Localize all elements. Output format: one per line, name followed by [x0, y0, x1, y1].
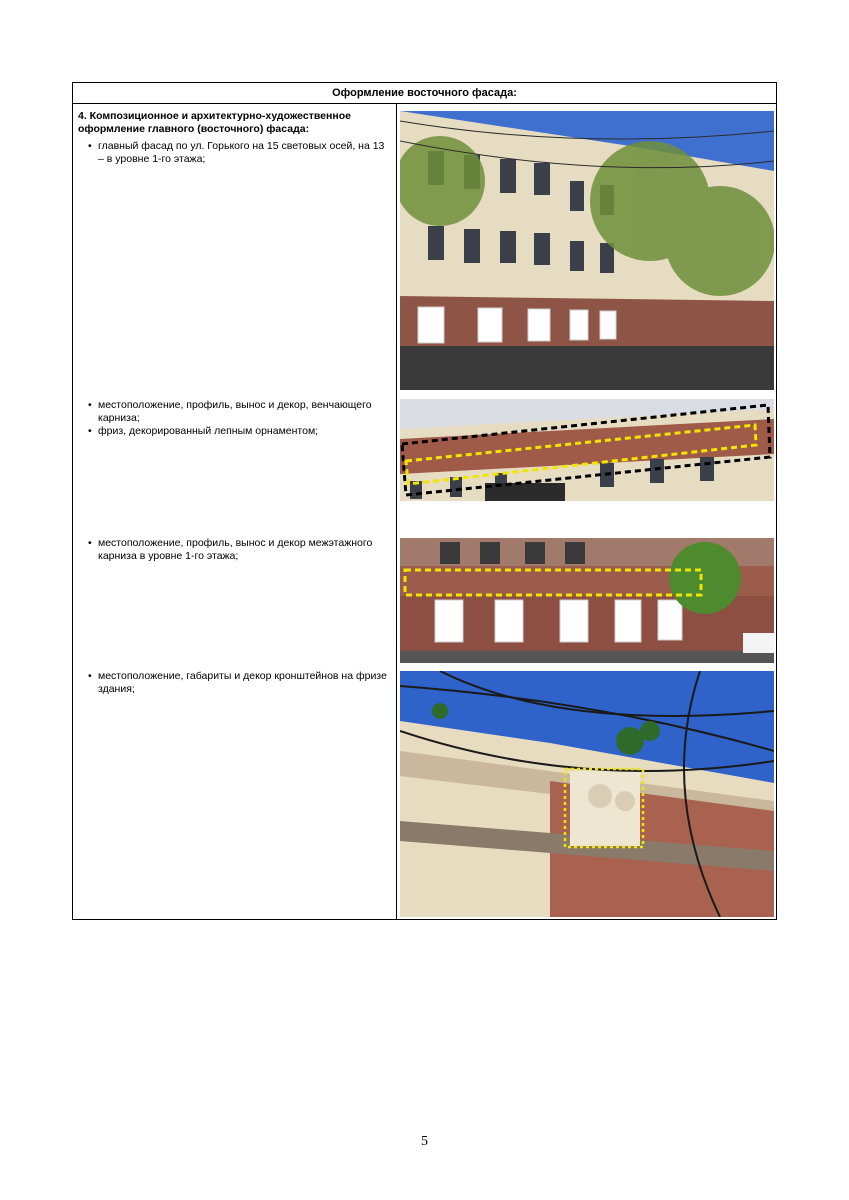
list-item: • фриз, декорированный лепным орнаментом; — [88, 425, 388, 438]
list-item: • местоположение, профиль, вынос и декор, венчающего карниза; — [88, 399, 388, 425]
photo-interfloor-cornice — [400, 538, 774, 663]
list-item: • местоположение, профиль, вынос и декор межэтажного карниза в уровне 1-го этажа; — [88, 537, 388, 563]
table-header: Оформление восточного фасада: — [73, 83, 776, 104]
feature-list-1 — [88, 140, 388, 166]
feature-list-3 — [88, 537, 388, 563]
list-item: • местоположение, габариты и декор кронштейнов на фризе здания; — [88, 670, 388, 696]
photo-main-facade — [400, 111, 774, 390]
page-number: 5 — [421, 1134, 428, 1149]
section-title: 4. Композиционное и архитектурно-художественное оформление главного (восточного) фасада: — [78, 110, 351, 135]
feature-list-2 — [88, 399, 388, 438]
photo-crowning-cornice — [400, 399, 774, 501]
feature-list-4 — [88, 670, 388, 696]
section-heading-block — [78, 110, 390, 135]
description-table — [72, 82, 777, 920]
photo-frieze-brackets — [400, 671, 774, 917]
list-item: • главный фасад по ул. Горького на 15 световых осей, на 13 – в уровне 1-го этажа; — [88, 140, 388, 166]
column-divider — [396, 104, 397, 919]
